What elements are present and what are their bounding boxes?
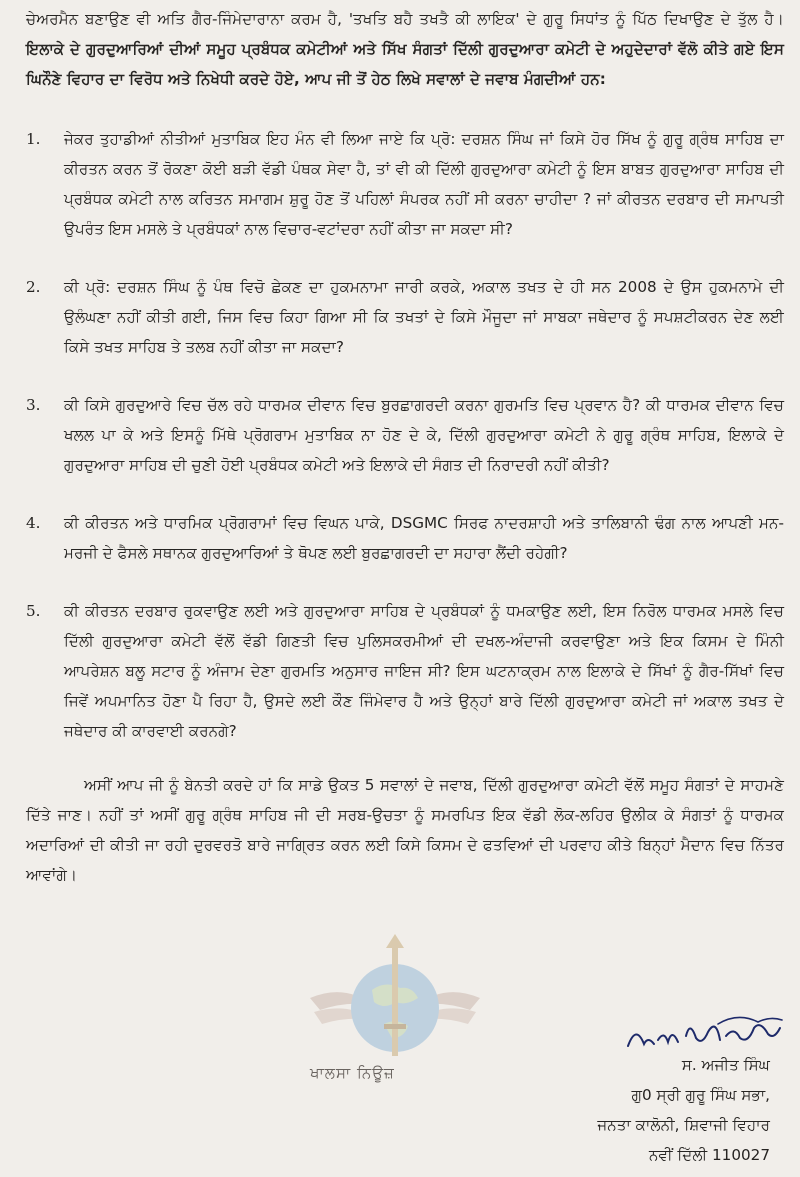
question-item-4 (26, 508, 784, 568)
intro-plain-text: ਚੇਅਰਮੈਨ ਬਣਾਉਣ ਵੀ ਅਤਿ ਗੈਰ-ਜਿੰਮੇਦਾਰਾਨਾ ਕਰਮ ਹੈ, 'ਤਖਤਿ ਬਹੈ ਤਖਤੈ ਕੀ ਲਾਇਕ' ਦੇ ਗੁਰੂ ਸਿਧਾਂਤ ਨੂੰ ਪਿੱਠ ਦਿਖਾਉਣ ਦੇ ਤੁੱਲ ਹੈ। (26, 10, 784, 28)
question-text: ਜੇਕਰ ਤੁਹਾਡੀਆਂ ਨੀਤੀਆਂ ਮੁਤਾਬਿਕ ਇਹ ਮੰਨ ਵੀ ਲਿਆ ਜਾਏ ਕਿ ਪ੍ਰੋ: ਦਰਸ਼ਨ ਸਿੰਘ ਜਾਂ ਕਿਸੇ ਹੋਰ ਸਿੱਖ ਨੂੰ ਗੁਰੂ ਗ੍ਰੰਥ ਸਾਹਿਬ ਦਾ ਕੀਰਤਨ ਕਰਨ ਤੋਂ ਰੋਕਣਾ ਕੋਈ ਬੜੀ ਵੱਡੀ ਪੰਥਕ ਸੇਵਾ ਹੈ, ਤਾਂ ਵੀ ਕੀ ਦਿੱਲੀ ਗੁਰਦੁਆਰਾ ਕਮੇਟੀ ਨੂੰ ਇਸ ਬਾਬਤ ਗੁਰਦੁਆਰਾ ਸਾਹਿਬ ਦੀ ਪ੍ਰਬੰਧਕ ਕਮੇਟੀ ਨਾਲ ਕਰਿਤਨ ਸਮਾਗਮ ਸ਼ੁਰੂ ਹੋਣ ਤੋਂ ਪਹਿਲਾਂ ਸੰਪਰਕ ਨਹੀਂ ਸੀ ਕਰਨਾ ਚਾਹੀਦਾ ? ਜਾਂ ਕੀਰਤਨ ਦਰਬਾਰ ਦੀ ਸਮਾਪਤੀ ਉਪਰੰਤ ਇਸ ਮਸਲੇ ਤੇ ਪ੍ਰਬੰਧਕਾਂ ਨਾਲ ਵਿਚਾਰ-ਵਟਾਂਦਰਾ ਨਹੀਂ ਕੀਤਾ ਜਾ ਸਕਦਾ ਸੀ? (64, 130, 784, 238)
question-item-5 (26, 596, 784, 746)
signature-block (530, 1050, 770, 1170)
signer-city: ਨਵੀਂ ਦਿੱਲੀ 110027 (649, 1146, 770, 1164)
signer-name: ਸ. ਅਜੀਤ ਸਿੰਘ (681, 1056, 770, 1074)
question-number: 2. (26, 278, 41, 296)
closing-paragraph: ਅਸੀਂ ਆਪ ਜੀ ਨੂੰ ਬੇਨਤੀ ਕਰਦੇ ਹਾਂ ਕਿ ਸਾਡੇ ਉਕਤ 5 ਸਵਾਲਾਂ ਦੇ ਜਵਾਬ, ਦਿੱਲੀ ਗੁਰਦੁਆਰਾ ਕਮੇਟੀ ਵੱਲੋਂ ਸਮੂਹ ਸੰਗਤਾਂ ਦੇ ਸਾਹਮਣੇ ਦਿੱਤੇ ਜਾਣ। ਨਹੀਂ ਤਾਂ ਅਸੀਂ ਗੁਰੂ ਗ੍ਰੰਥ ਸਾਹਿਬ ਜੀ ਦੀ ਸਰਬ-ਉਚਤਾ ਨੂੰ ਸਮਰਪਿਤ ਇਕ ਵੱਡੀ ਲੋਕ-ਲਹਿਰ ਉਲੀਕ ਕੇ ਸੰਗਤਾਂ ਨੂੰ ਧਾਰਮਕ ਅਦਾਰਿਆਂ ਦੀ ਕੀਤੀ ਜਾ ਰਹੀ ਦੁਰਵਰਤੋ ਬਾਰੇ ਜਾਗ੍ਰਿਤ ਕਰਨ ਲਈ ਕਿਸੇ ਕਿਸਮ ਦੇ ਫਤਵਿਆਂ ਦੀ ਪਰਵਾਹ ਕੀਤੇ ਬਿਨ੍ਹਾਂ ਮੈਦਾਨ ਵਿਚ ਨਿੱਤਰ ਆਵਾਂਗੇ। (26, 776, 784, 884)
question-text: ਕੀ ਕੀਰਤਨ ਦਰਬਾਰ ਰੁਕਵਾਉਣ ਲਈ ਅਤੇ ਗੁਰਦੁਆਰਾ ਸਾਹਿਬ ਦੇ ਪ੍ਰਬੰਧਕਾਂ ਨੂੰ ਧਮਕਾਉਣ ਲਈ, ਇਸ ਨਿਰੋਲ ਧਾਰਮਕ ਮਸਲੇ ਵਿਚ ਦਿੱਲੀ ਗੁਰਦੁਆਰਾ ਕਮੇਟੀ ਵੱਲੋਂ ਵੱਡੀ ਗਿਣਤੀ ਵਿਚ ਪੁਲਿਸਕਰਮੀਆਂ ਦੀ ਦਖਲ-ਅੰਦਾਜੀ ਕਰਵਾਉਣਾ ਅਤੇ ਇਕ ਕਿਸਮ ਦੇ ਮਿੰਨੀ ਆਪਰੇਸ਼ਨ ਬਲੂ ਸਟਾਰ ਨੂੰ ਅੰਜਾਮ ਦੇਣਾ ਗੁਰਮਤਿ ਅਨੁਸਾਰ ਜਾਇਜ ਸੀ? ਇਸ ਘਟਨਾਕ੍ਰਮ ਨਾਲ ਇਲਾਕੇ ਦੇ ਸਿੱਖਾਂ ਨੂੰ ਗੈਰ-ਸਿੱਖਾਂ ਵਿਚ ਜਿਵੇਂ ਅਪਮਾਨਿਤ ਹੋਣਾ ਪੈ ਰਿਹਾ ਹੈ, ਉਸਦੇ ਲਈ ਕੌਣ ਜਿੰਮੇਵਾਰ ਹੈ ਅਤੇ ਉਨ੍ਹਾਂ ਬਾਰੇ ਦਿੱਲੀ ਗੁਰਦੁਆਰਾ ਕਮੇਟੀ ਜਾਂ ਅਕਾਲ ਤਖਤ ਦੇ ਜਥੇਦਾਰ ਕੀ ਕਾਰਵਾਈ ਕਰਨਗੇ? (64, 602, 784, 740)
question-number: 3. (26, 396, 41, 414)
watermark-text: ਖਾਲਸਾ ਨਿਊਜ਼ (310, 1064, 395, 1082)
question-item-3 (26, 390, 784, 480)
question-text: ਕੀ ਕੀਰਤਨ ਅਤੇ ਧਾਰਮਿਕ ਪ੍ਰੋਗਰਾਮਾਂ ਵਿਚ ਵਿਘਨ ਪਾਕੇ, DSGMC ਸਿਰਫ ਨਾਦਰਸ਼ਾਹੀ ਅਤੇ ਤਾਲਿਬਾਨੀ ਢੰਗ ਨਾਲ ਆਪਣੀ ਮਨ-ਮਰਜੀ ਦੇ ਫੈਸਲੇ ਸਥਾਨਕ ਗੁਰਦੁਆਰਿਆਂ ਤੇ ਥੋਪਣ ਲਈ ਬੁਰਛਾਗਰਦੀ ਦਾ ਸਹਾਰਾ ਲੈਂਦੀ ਰਹੇਗੀ? (64, 514, 784, 562)
intro-paragraph (26, 4, 784, 94)
question-number: 5. (26, 602, 41, 620)
khalsa-news-watermark-icon (300, 928, 490, 1078)
signer-colony: ਜਨਤਾ ਕਾਲੋਨੀ, ਸ਼ਿਵਾਜੀ ਵਿਹਾਰ (597, 1116, 770, 1134)
question-number: 1. (26, 130, 41, 148)
question-text: ਕੀ ਕਿਸੇ ਗੁਰਦੁਆਰੇ ਵਿਚ ਚੱਲ ਰਹੇ ਧਾਰਮਕ ਦੀਵਾਨ ਵਿਚ ਬੁਰਛਾਗਰਦੀ ਕਰਨਾ ਗੁਰਮਤਿ ਵਿਚ ਪ੍ਰਵਾਨ ਹੈ? ਕੀ ਧਾਰਮਕ ਦੀਵਾਨ ਵਿਚ ਖਲਲ ਪਾ ਕੇ ਅਤੇ ਇਸਨੂੰ ਮਿੱਥੇ ਪ੍ਰੋਗਰਾਮ ਮੁਤਾਬਿਕ ਨਾ ਹੋਣ ਦੇ ਕੇ, ਦਿੱਲੀ ਗੁਰਦੁਆਰਾ ਕਮੇਟੀ ਨੇ ਗੁਰੂ ਗ੍ਰੰਥ ਸਾਹਿਬ, ਇਲਾਕੇ ਦੇ ਗੁਰਦੁਆਰਾ ਸਾਹਿਬ ਦੀ ਚੁਣੀ ਹੋਈ ਪ੍ਰਬੰਧਕ ਕਮੇਟੀ ਅਤੇ ਇਲਾਕੇ ਦੀ ਸੰਗਤ ਦੀ ਨਿਰਾਦਰੀ ਨਹੀਂ ਕੀਤੀ? (64, 396, 784, 474)
question-item-1 (26, 124, 784, 244)
question-text: ਕੀ ਪ੍ਰੋ: ਦਰਸ਼ਨ ਸਿੰਘ ਨੂੰ ਪੰਥ ਵਿਚੋ ਛੇਕਣ ਦਾ ਹੁਕਮਨਾਮਾ ਜਾਰੀ ਕਰਕੇ, ਅਕਾਲ ਤਖਤ ਦੇ ਹੀ ਸਨ 2008 ਦੇ ਉਸ ਹੁਕਮਨਾਮੇ ਦੀ ਉਲੰਘਣਾ ਨਹੀਂ ਕੀਤੀ ਗਈ, ਜਿਸ ਵਿਚ ਕਿਹਾ ਗਿਆ ਸੀ ਕਿ ਤਖਤਾਂ ਦੇ ਕਿਸੇ ਮੌਜੂਦਾ ਜਾਂ ਸਾਬਕਾ ਜਥੇਦਾਰ ਨੂੰ ਸਪਸ਼ਟੀਕਰਨ ਦੇਣ ਲਈ ਕਿਸੇ ਤਖਤ ਸਾਹਿਬ ਤੇ ਤਲਬ ਨਹੀਂ ਕੀਤਾ ਜਾ ਸਕਦਾ? (64, 278, 784, 356)
intro-bold-text: ਇਲਾਕੇ ਦੇ ਗੁਰਦੁਆਰਿਆਂ ਦੀਆਂ ਸਮੂਹ ਪ੍ਰਬੰਧਕ ਕਮੇਟੀਆਂ ਅਤੇ ਸਿੱਖ ਸੰਗਤਾਂ ਦਿੱਲੀ ਗੁਰਦੁਆਰਾ ਕਮੇਟੀ ਦੇ ਅਹੁਦੇਦਾਰਾਂ ਵੱਲੋ ਕੀਤੇ ਗਏ ਇਸ ਘਿਨੌਣੇ ਵਿਹਾਰ ਦਾ ਵਿਰੋਧ ਅਤੇ ਨਿਖੇਧੀ ਕਰਦੇ ਹੋਏ, ਆਪ ਜੀ ਤੋਂ ਹੇਠ ਲਿਖੇ ਸਵਾਲਾਂ ਦੇ ਜਵਾਬ ਮੰਗਦੀਆਂ ਹਨ: (26, 40, 784, 88)
question-item-2 (26, 272, 784, 362)
letter-page (26, 4, 784, 905)
question-number: 4. (26, 514, 41, 532)
signer-organization: ਗੁ0 ਸ੍ਰੀ ਗੁਰੂ ਸਿੰਘ ਸਭਾ, (631, 1086, 770, 1104)
questions-list (26, 124, 784, 746)
